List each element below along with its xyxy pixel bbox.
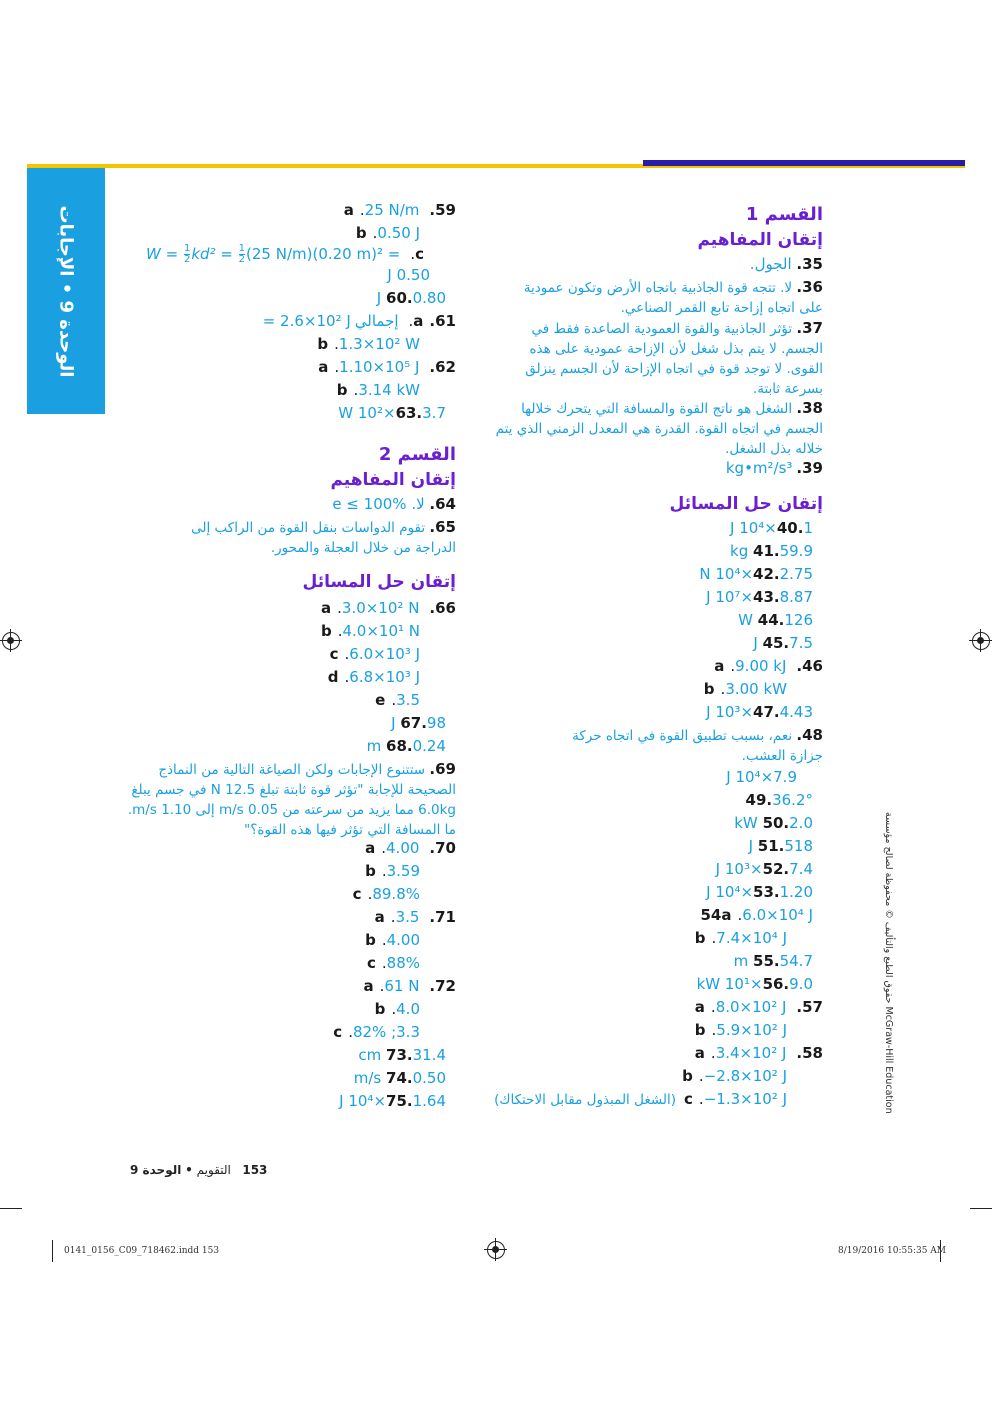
answer-35: 35. الجول. [749,255,823,273]
answer-45: 45.7.5 J [753,634,813,652]
left-column [110,200,456,1120]
answer-46a: 46.a .9.00 kJ [714,657,823,675]
answer-67: 67.98 J [391,714,446,732]
top-rule-purple [643,160,965,166]
section1-title: القسم 1 [745,204,823,225]
answer-66d: d .6.8×10³ J [327,668,420,686]
answer-47: 47.4.43×10³ J [706,703,813,721]
answer-65: 65. تقوم الدواسات بنقل القوة من الراكب إلى الدراجة من خلال العجلة والمحور. [191,518,456,556]
answer-70b: b .3.59 [365,862,420,880]
answer-61b: b .1.3×10² W [317,335,420,353]
copyright-vertical: حقوق الطبع والتأليف © محفوظة لصالح مؤسسة McGraw-Hill Education [883,812,894,1114]
answer-57b: b .5.9×10² J [694,1021,787,1039]
answer-66a: 66.a .3.0×10² N [321,599,456,617]
footer-sep: • [185,1163,193,1177]
answer-42: 42.2.75×10⁴ N [699,565,813,583]
answer-60: 60.0.80 J [376,289,446,307]
answer-72b: b .4.0 [374,1000,420,1018]
answer-51: 51.518 J [748,837,813,855]
answer-72a: 72.a .61 N [363,977,456,995]
answer-58a: 58.a .3.4×10² J [694,1044,823,1062]
answer-57a: 57.a .8.0×10² J [694,998,823,1016]
answer-36: 36. لا. تتجه قوة الجاذبية باتجاه الأرض وتكون عمودية على اتجاه إزاحة تابع القمر الصناعي. [523,278,823,316]
answer-59b: b .0.50 J [355,224,420,242]
answer-74: 74.0.50 m/s [353,1069,446,1087]
answer-49: 49.36.2° [745,791,813,809]
answer-59a: 59.a .25 N/m [343,201,456,219]
answer-69: 69. ستتنوع الإجابات ولكن الصياغة التالية من النماذج الصحيحة للإجابة "تؤثر قوة ثابتة تبلغ 12.5 N في جسم يبلغ 6.0kg مما يزيد من سرعته من 0.05 m/s إلى 1.10 m/s. ما المسافة التي تؤثر فيها هذه القوة؟" [127,760,456,838]
answer-50: 50.2.0 kW [734,814,813,832]
concepts-heading-2: إتقان المفاهيم [330,470,456,490]
answer-68: 68.0.24 m [366,737,446,755]
slug-date: 8/19/2016 10:55:35 AM [838,1246,947,1256]
page-footer [130,1163,267,1177]
answer-48-value: 7.9×10⁴ J [726,768,797,786]
answer-41: 41.59.9 kg [730,542,813,560]
answer-62b: b .3.14 kW [336,381,420,399]
answer-70a: 70.a .4.00 [365,839,456,857]
answer-44: 44.126 W [738,611,813,629]
answer-54b: b .7.4×10⁴ J [694,929,787,947]
answer-72c: c .82% ;3.3 [333,1023,420,1041]
problems-heading-2: إتقان حل المسائل [302,572,456,592]
answer-59c: c.W = $\frac{1}{2}$ kd² = $\frac{1}{2}$ (25 N/m)(0.20 m)² = [145,243,424,265]
answer-40: 40.1×10⁴ J [729,519,813,537]
answer-43: 43.8.87×10⁷ J [706,588,813,606]
unit-side-tab-label: الوحدة 9 • الإجابات [55,205,77,377]
crop-mark-bottom-right-h [970,1208,992,1209]
answer-59c-value: 0.50 J [387,266,430,284]
concepts-heading-1: إتقان المفاهيم [697,230,823,250]
right-column [480,200,823,1120]
answer-39: 39.kg•m²/s³ [725,459,823,477]
registration-mark-right-icon [972,632,990,650]
crop-mark-bottom-left-h [0,1208,22,1209]
answer-71c: c .88% [366,954,420,972]
answer-64: 64. لا. e ≤ 100% [332,495,456,513]
answer-48-text: 48. نعم، بسبب تطبيق القوة في اتجاه حركة جزازة العشب. [572,726,823,764]
answer-38: 38. الشغل هو ناتج القوة والمسافة التي يتحرك خلالها الجسم في اتجاه القوة. القدرة هي المعدل الزمني الذي يتم خلاله بذل الشغل. [495,399,823,457]
crop-mark-slug-left [52,1240,53,1262]
answer-62a: 62.a .1.10×10⁵ J [318,358,456,376]
page-number: 153 [242,1163,268,1177]
answer-54a: 54a .6.0×10⁴ J [700,906,813,924]
answer-56: 56.9.0×10¹ kW [696,975,813,993]
unit-side-tab [27,168,105,414]
answer-71b: b .4.00 [365,931,420,949]
section2-title: القسم 2 [378,444,456,465]
problems-heading-1: إتقان حل المسائل [669,494,823,514]
answer-66b: b .4.0×10¹ N [320,622,420,640]
registration-mark-left-icon [2,632,20,650]
answer-55: 55.54.7 m [733,952,813,970]
answer-71a: 71.a .3.5 [374,908,456,926]
answer-66c: c .6.0×10³ J [329,645,420,663]
answer-52: 52.7.4×10³ J [715,860,813,878]
answer-63: 63.3.7×10² W [338,404,446,422]
slug-filename: 0141_0156_C09_718462.indd 153 [64,1246,220,1256]
answer-66e: e .3.5 [375,691,420,709]
answer-37: 37. تؤثر الجاذبية والقوة العمودية الصاعدة فقط في الجسم. لا يتم بذل شغل لأن الإزاحة عمودية على هذه القوى. لا توجد قوة في اتجاه الإزاحة لأن الجسم ينزلق بسرعة ثابتة. [525,319,823,397]
footer-label: التقويم [196,1163,231,1177]
answer-53: 53.1.20×10⁴ J [706,883,813,901]
answer-58c: c .−1.3×10² J(الشغل المبذول مقابل الاحتكاك) [494,1090,787,1108]
answer-73: 73.31.4 cm [358,1046,446,1064]
answer-75: 75.1.64×10⁴ J [339,1092,446,1110]
answer-70c: c .89.8% [352,885,420,903]
registration-mark-bottom-icon [487,1241,505,1259]
answer-58b: b .−2.8×10² J [682,1067,787,1085]
answer-46b: b .3.00 kW [703,680,787,698]
answer-61a: 61.a.إجمالي= 2.6×10² J [262,312,456,330]
footer-unit: الوحدة 9 [130,1163,182,1177]
